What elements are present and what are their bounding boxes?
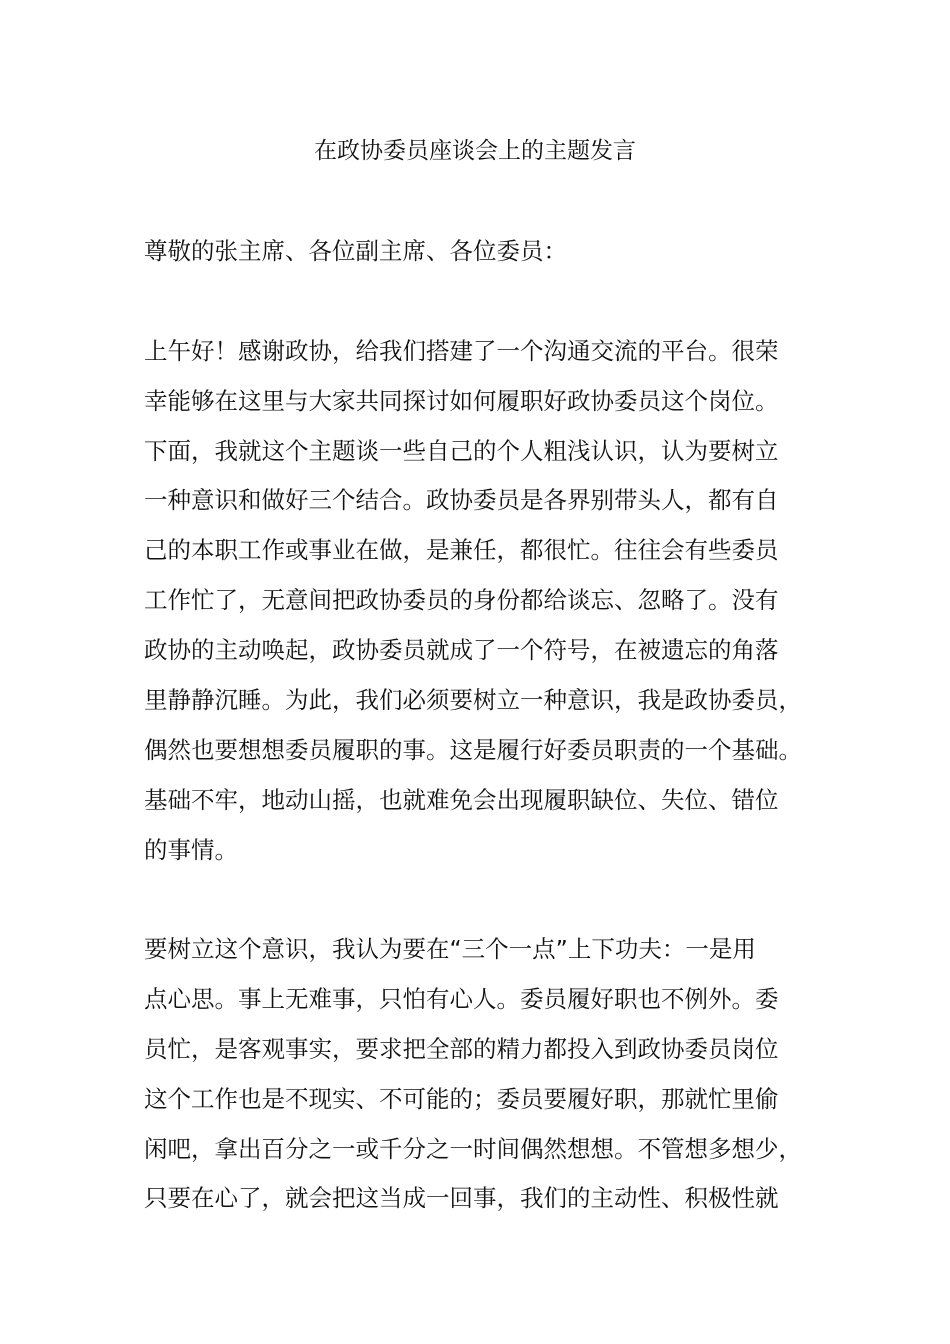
paragraph-1-line-9: 偶然也要想想委员履职的事。这是履行好委员职责的一个基础。 <box>144 736 802 764</box>
paragraph-1-line-2: 幸能够在这里与大家共同探讨如何履职好政协委员这个岗位。 <box>144 387 779 415</box>
paragraph-2-line-6: 只要在心了，就会把这当成一回事，我们的主动性、积极性就 <box>144 1184 779 1212</box>
paragraph-1-line-1: 上午好！感谢政协，给我们搭建了一个沟通交流的平台。很荣 <box>144 337 779 365</box>
paragraph-1-line-10: 基础不牢，地动山摇，也就难免会出现履职缺位、失位、错位 <box>144 786 779 814</box>
paragraph-1-line-4: 一种意识和做好三个结合。政协委员是各界别带头人，都有自 <box>144 486 779 514</box>
paragraph-1-line-11: 的事情。 <box>144 836 238 864</box>
paragraph-1-line-6: 工作忙了，无意间把政协委员的身份都给谈忘、忽略了。没有 <box>144 586 779 614</box>
paragraph-2-line-4: 这个工作也是不现实、不可能的；委员要履好职，那就忙里偷 <box>144 1085 779 1113</box>
salutation: 尊敬的张主席、各位副主席、各位委员： <box>144 237 567 265</box>
paragraph-1-line-5: 己的本职工作或事业在做，是兼任，都很忙。往往会有些委员 <box>144 536 779 564</box>
document-title: 在政协委员座谈会上的主题发言 <box>314 138 636 164</box>
paragraph-2-line-2: 点心思。事上无难事，只怕有心人。委员履好职也不例外。委 <box>144 985 779 1013</box>
paragraph-2-line-5: 闲吧，拿出百分之一或千分之一时间偶然想想。不管想多想少， <box>144 1135 802 1163</box>
paragraph-2-line-1: 要树立这个意识，我认为要在“三个一点”上下功夫：一是用 <box>144 935 756 963</box>
paragraph-1-line-3: 下面，我就这个主题谈一些自己的个人粗浅认识，认为要树立 <box>144 437 779 465</box>
paragraph-1-line-8: 里静静沉睡。为此，我们必须要树立一种意识，我是政协委员， <box>144 686 802 714</box>
paragraph-2-line-3: 员忙，是客观事实，要求把全部的精力都投入到政协委员岗位 <box>144 1035 779 1063</box>
paragraph-1-line-7: 政协的主动唤起，政协委员就成了一个符号，在被遗忘的角落 <box>144 636 779 664</box>
